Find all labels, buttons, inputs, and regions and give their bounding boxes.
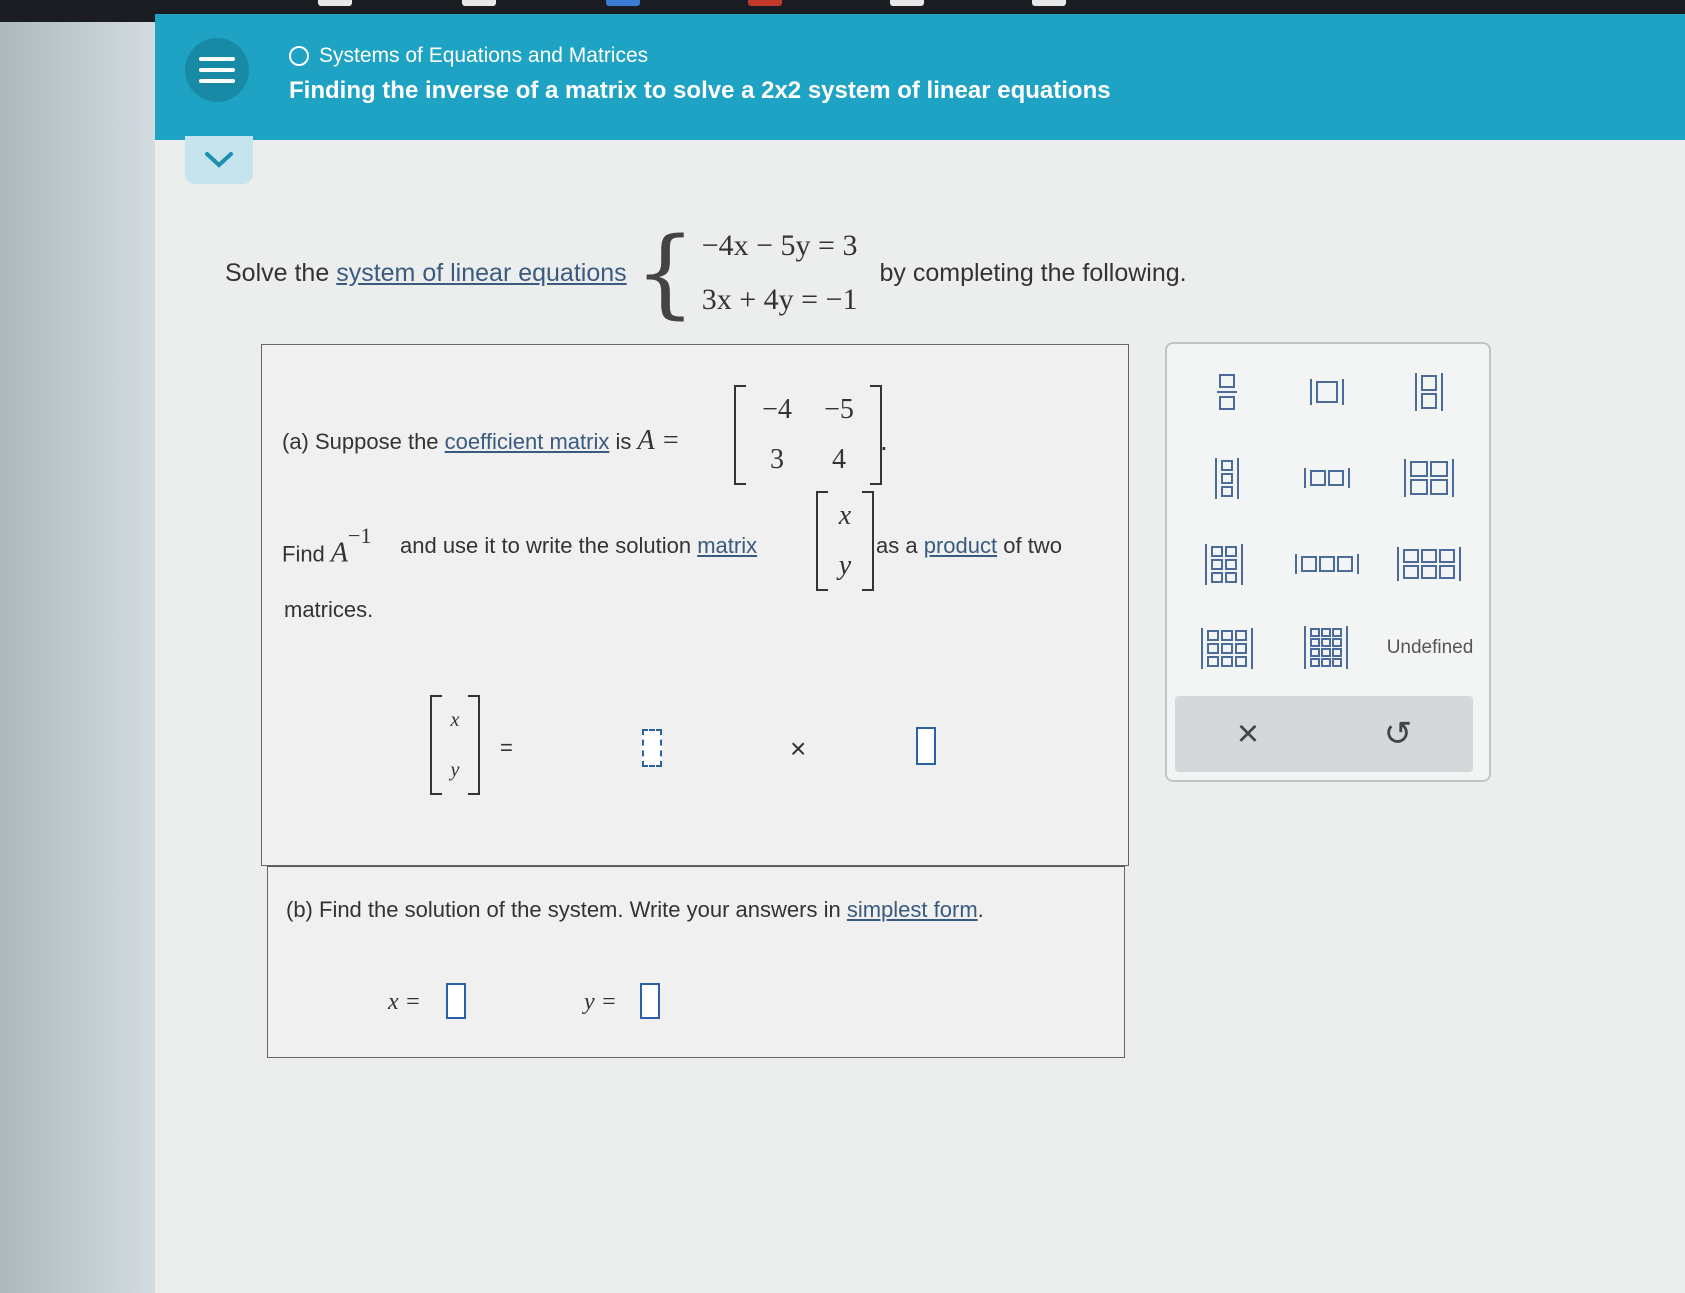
part-b-text: (b) Find the solution of the system. Write your answers in simplest form. xyxy=(286,897,984,922)
matrix-1x2-icon xyxy=(1304,468,1350,488)
matrix-1x3-icon xyxy=(1295,554,1359,574)
breadcrumb xyxy=(289,44,648,68)
matrix-1x3-key[interactable] xyxy=(1285,532,1369,596)
y-label: y = xyxy=(584,989,617,1015)
y-answer-input[interactable] xyxy=(640,983,660,1019)
part-a-panel: (a) Suppose the coefficient matrix is A = −4 −5 3 4 . Find $A^{-1}$ and use it to write the solution matrix x y as a product of two matrices. x y = × xyxy=(261,344,1129,866)
x-label: x = xyxy=(388,989,421,1015)
part-b-panel xyxy=(267,866,1125,1058)
matrix-2x1-key[interactable] xyxy=(1399,364,1459,420)
screen xyxy=(155,14,1685,1293)
fraction-icon xyxy=(1217,374,1237,410)
math-keypad xyxy=(1165,342,1491,782)
x-answer-input[interactable] xyxy=(446,983,466,1019)
part-a-intro: (a) Suppose the coefficient matrix is A = xyxy=(282,425,680,456)
inverse-matrix-input[interactable] xyxy=(642,729,662,767)
matrix-3x3-key[interactable] xyxy=(1185,616,1269,680)
problem-prompt: Solve the system of linear equations { −4x − 5y = 3 3x + 4y = −1 by completing the following. xyxy=(225,217,1187,329)
equation-1: −4x − 5y = 3 xyxy=(701,229,858,262)
matrix-2x2-key[interactable] xyxy=(1393,448,1465,508)
matrix-1x1-key[interactable] xyxy=(1297,364,1357,420)
lhs-vector: x y xyxy=(430,695,480,795)
left-bezel xyxy=(0,22,160,1293)
find-inverse-text: Find $A^{-1}$ xyxy=(282,523,372,569)
equation-2: 3x + 4y = −1 xyxy=(701,283,858,316)
matrix-2x2-icon xyxy=(1404,459,1454,497)
collapse-button[interactable] xyxy=(185,136,253,184)
constant-matrix-input[interactable] xyxy=(916,727,936,765)
matrix-2x3-key[interactable] xyxy=(1387,532,1471,596)
coefficient-matrix: −4 −5 3 4 xyxy=(734,385,882,485)
link-product[interactable]: product xyxy=(923,533,998,558)
matrix-1x2-key[interactable] xyxy=(1291,448,1363,508)
breadcrumb-text: Systems of Equations and Matrices xyxy=(319,44,649,67)
matrix-3x3-icon xyxy=(1201,628,1253,669)
solution-vector: x y xyxy=(816,491,874,591)
undefined-key[interactable]: Undefined xyxy=(1386,637,1474,658)
clear-icon[interactable]: × xyxy=(1236,712,1260,755)
menu-button[interactable] xyxy=(185,38,249,102)
matrix-4x3-icon xyxy=(1304,626,1348,669)
equation-system xyxy=(702,219,858,327)
matrix-3x2-icon xyxy=(1205,544,1243,585)
matrix-1x1-icon xyxy=(1310,379,1344,405)
times-sign: × xyxy=(790,733,807,764)
undo-icon[interactable]: ↺ xyxy=(1383,715,1413,753)
matrix-3x1-icon xyxy=(1215,458,1239,499)
page-title: Finding the inverse of a matrix to solve a 2x2 system of linear equations xyxy=(289,77,1111,104)
link-simplest-form[interactable]: simplest form xyxy=(846,897,978,922)
fraction-key[interactable] xyxy=(1197,364,1257,420)
chevron-down-icon xyxy=(203,150,235,170)
matrix-4x3-key[interactable] xyxy=(1291,614,1361,680)
link-coefficient-matrix[interactable]: coefficient matrix xyxy=(444,429,610,454)
matrix-2x3-icon xyxy=(1397,547,1461,581)
hamburger-icon xyxy=(199,57,235,61)
keypad-actions xyxy=(1175,696,1473,772)
header-bar xyxy=(155,14,1685,140)
matrix-3x1-key[interactable] xyxy=(1197,448,1257,508)
progress-circle-icon xyxy=(289,46,309,66)
matrix-2x1-icon xyxy=(1415,373,1443,411)
link-matrix[interactable]: matrix xyxy=(697,533,758,558)
matrix-3x2-key[interactable] xyxy=(1191,532,1257,596)
link-system-of-linear-equations[interactable]: system of linear equations xyxy=(336,258,627,287)
brace-icon: { xyxy=(634,217,696,329)
